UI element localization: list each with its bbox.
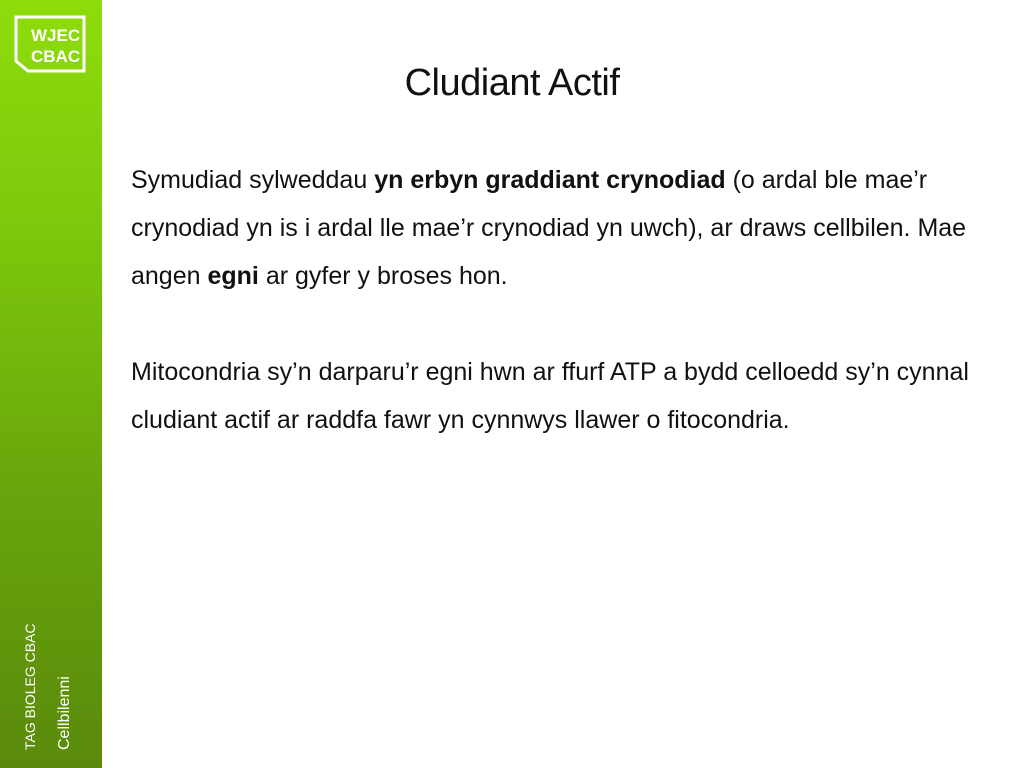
slide-title: Cludiant Actif [404, 62, 620, 104]
paragraph-1-bold-b: egni [207, 262, 259, 290]
paragraph-1-text-c: ar gyfer y broses hon. [258, 262, 508, 290]
topic-label: Cellbilenni [56, 676, 73, 750]
paragraph-1-bold-a: yn erbyn graddiant crynodiad [374, 166, 726, 194]
paragraph-1-text-a: Symudiad sylweddau [131, 166, 375, 194]
sidebar-vertical-text [0, 580, 102, 750]
wjec-cbac-logo [14, 15, 86, 73]
logo-line-2: CBAC [31, 47, 81, 66]
slide-body [131, 156, 1001, 492]
paragraph-1-text-b: (o ardal ble mae’r crynodiad yn is i ardal lle mae’r crynodiad yn uwch), ar draws cellbilen. Mae angen [131, 166, 967, 290]
paragraph-2: Mitocondria sy’n darparu’r egni hwn ar ffurf ATP a bydd celloedd sy’n cynnal cludiant actif ar raddfa fawr yn cynnwys llawer o fitocondria. [131, 358, 969, 434]
sidebar [0, 0, 102, 768]
logo-line-1: WJEC [31, 26, 81, 45]
paragraph-1 [131, 156, 1001, 300]
course-label: TAG BIOLEG CBAC [22, 623, 38, 750]
